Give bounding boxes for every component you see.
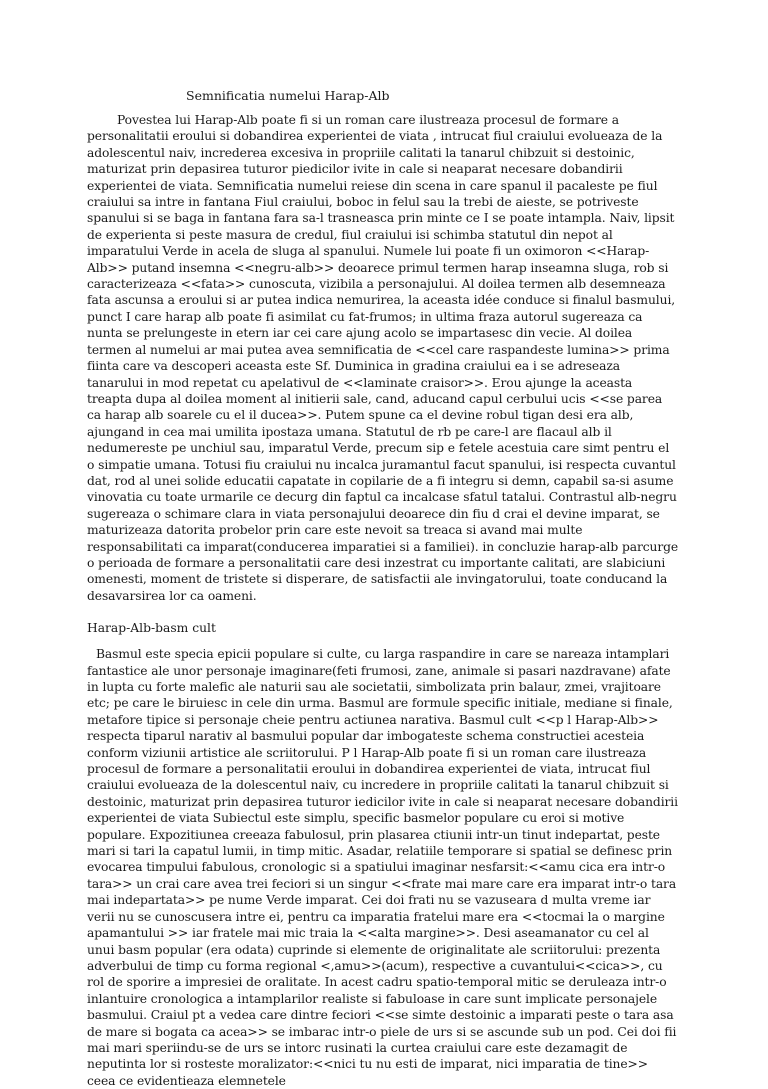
paragraph-name-meaning: Povestea lui Harap-Alb poate fi si un roman care ilustreaza procesul de formare a personalitatii eroului si dobandirea experientei de viata , intrucat fiul craiului evolueaza de la adolescentul naiv, increderea excesiva in propriile calitati la tanarul chibzuit si destoinic, maturizat prin depasirea tuturor piedicilor ivite in cale si neaparat necesare dobandirii experientei de viata. Semnificatia numelui reiese din scena in care spanul il pacaleste pe fiul craiului sa intre in fantana Fiul craiului, boboc in felul sau la trebi de aieste, se potriveste spanului si se baga in fantana fara sa-l trasneasca prin minte ce I se poate intampla. Naiv, lipsit de experienta si peste masura de credul, fiul craiului isi schimba statutul din nepot al imparatului Verde in acela de sluga al spanului. Numele lui poate fi un oximoron <<Harap-Alb>> putand insemna <<negru-alb>> deoarece primul termen harap inseamna sluga, rob si caracterizeaza <<fata>> cunoscuta, vizibila a personajului. Al doilea termen alb desemneaza fata ascunsa a eroului si ar putea indica nemurirea, la aceasta idée conduce si finalul basmului, punct I care harap alb poate fi asimilat cu fat-frumos; in ultima fraza autorul sugereaza ca nunta se prelungeste in etern iar cei care ajung acolo se impartasesc din vecie. Al doilea termen al numelui ar mai putea avea semnificatia de <<cel care raspandeste lumina>> prima fiinta care va descoperi aceasta este Sf. Duminica in gradina craiului ea i se adreseaza tanarului in mod repetat cu apelativul de <<laminate craisor>>. Erou ajunge la aceasta treapta dupa al doilea moment al initierii sale, cand, aducand capul cerbului ucis <<se parea ca harap alb soarele cu el il ducea>>. Putem spune ca el devine robul tigan desi era alb, ajungand in cea mai umilita ipostaza umana. Statutul de rb pe care-l are flacaul alb il nedumereste pe unchiul sau, imparatul Verde, precum sip e fetele acestuia care simt pentru el o simpatie umana. Totusi fiu craiului nu incalca juramantul facut spanului, isi respecta cuvantul dat, rod al unei solide educatii capatate in copilarie de a fi integru si demn, capabil sa-si asume vinovatia cu toate urmarile ce decurg din faptul ca incalcase sfatul tatalui. Contrastul alb-negru sugereaza o schimare clara in viata personajului deoarece din fiu d crai el devine imparat, se maturizeaza datorita probelor prin care este nevoit sa treaca si avand mai multe responsabilitati ca imparat(conducerea imparatiei si a familiei). in concluzie harap-alb parcurge o perioada de formare a personalitatii care desi inzestrat cu importante calitati, are slabiciuni omenesti, moment de tristete si disperare, de satisfactii ale invingatorului, toate conducand la desavarsirea lor ca oameni. <box>87 113 679 603</box>
paragraph-basm-cult: Basmul este specia epicii populare si culte, cu larga raspandire in care se nareaza intamplari fantastice ale unor personaje imaginare(feti frumosi, zane, animale si pasari nazdravane) afate in lupta cu forte malefic ale naturii sau ale societatii, simbolizata prin balaur, zmei, vrajitoare etc; pe care le biruiesc in cele din urma. Basmul are formule specific initiale, mediane si finale, metafore tipice si personaje cheie pentru actiunea narativa. Basmul cult <<p l Harap-Alb>> respecta tiparul narativ al basmului popular dar imbogateste schema constructiei acesteia conform viziunii artistice ale scriitorului. P l Harap-Alb poate fi si un roman care ilustreaza procesul de formare a personalitatii eroului in dobandirea experientei de viata, intrucat fiul craiului evolueaza de la dolescentul naiv, cu incredere in propriile calitati la tanarul chibzuit si destoinic, maturizat prin depasirea tuturor iedicilor ivite in cale si neaparat necesare dobandirii experientei de viata Subiectul este simplu, specific basmelor populare cu eroi si motive populare. Expozitiunea creeaza fabulosul, prin plasarea ctiunii intr-un tinut indepartat, peste mari si tari la capatul lumii, in timp mitic. Asadar, relatiile temporare si spatial se definesc prin evocarea timpului fabulous, cronologic si a spatiului imaginar nesfarsit:<<amu cica era intr-o tara>> un crai care avea trei feciori si un singur <<frate mai mare care era imparat intr-o tara mai indepartata>> pe nume Verde imparat. Cei doi frati nu se vazuseara d multa vreme iar verii nu se cunoscusera intre ei, pentru ca imparatia fratelui mare era <<tocmai la o margine apamantului >> iar fratele mai mic traia la <<alta margine>>. Desi aseamanator cu cel al unui basm popular (era odata) cuprinde si elemente de originalitate ale scriitorului: prezenta adverbului de timp cu forma regional <,amu>>(acum), respective a cuvantului<<cica>>, cu rol de sporire a impresiei de oralitate. In acest cadru spatio-temporal mitic se deruleaza intr-o inlantuire cronologica a intamplarilor realiste si fabuloase in care sunt implicate personajele basmului. Craiul pt a vedea care dintre feciori <<se simte destoinic a imparati peste o tara asa de mare si bogata ca acea>> se imbarac intr-o piele de urs si se ascunde sub un pod. Cei doi fii mai mari speriindu-se de urs se intorc rusinati la curtea craiului care este dezamagit de neputinta lor si rosteste moralizator:<<nici tu nu esti de imparat, nici imparatia de tine>> ceea ce evidentieaza elemnetele <box>87 647 678 1088</box>
document-page <box>87 88 679 1089</box>
document-title: Semnificatia numelui Harap-Alb <box>186 88 390 103</box>
section-heading: Harap-Alb-basm cult <box>87 621 216 636</box>
